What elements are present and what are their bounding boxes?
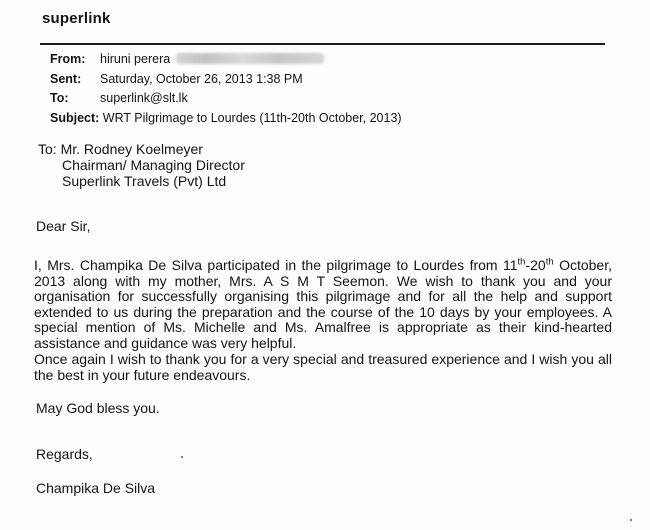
from-label: From: xyxy=(50,52,86,66)
closing: Regards, xyxy=(36,446,93,462)
scan-speck xyxy=(181,456,183,458)
blessing: May God bless you. xyxy=(36,400,160,416)
salutation: Dear Sir, xyxy=(36,218,91,234)
from-name: hiruni perera xyxy=(100,52,171,66)
paragraph-1-part-a: I, Mrs. Champika De Silva participated in the pilgrimage to Lourdes from 11 xyxy=(34,257,518,273)
recipient-line: To: Mr. Rodney Koelmeyer xyxy=(38,141,203,157)
redacted-email xyxy=(176,53,324,64)
sent-label: Sent: xyxy=(50,72,82,86)
subject-value: WRT Pilgrimage to Lourdes (11th-20th October, 2013) xyxy=(102,111,402,125)
from-value xyxy=(100,52,324,66)
paragraph-1-part-b: -20 xyxy=(525,257,546,273)
subject-label: Subject: xyxy=(50,111,100,125)
header-divider xyxy=(40,43,605,45)
subject-row xyxy=(50,111,402,125)
paragraph-1-part-c: October, 2013 along with my mother, Mrs. A S M T Seemon. We wish to thank you and your organisation for successfully organising this pilgrimage and for all the help and support extended to us during the preparation and the course of the 10 days by your employees. A special mention of Ms. Michelle and Ms. Amalfree is appropriate as their kind-hearted assistance and guidance was very helpful. xyxy=(34,257,613,351)
ordinal-suffix: th xyxy=(545,256,554,268)
ordinal-suffix: th xyxy=(517,256,526,268)
to-label: To: xyxy=(50,91,69,105)
paragraph-2: Once again I wish to thank you for a very special and treasured experience and I wish you all the best in your future endeavours. xyxy=(34,351,612,383)
recipient-company: Superlink Travels (Pvt) Ltd xyxy=(62,173,227,189)
scan-speck xyxy=(630,519,632,521)
recipient-title: Chairman/ Managing Director xyxy=(62,157,245,173)
sent-value: Saturday, October 26, 2013 1:38 PM xyxy=(100,72,303,86)
to-value: superlink@slt.lk xyxy=(100,91,188,105)
paragraph-1 xyxy=(34,258,612,352)
signature-name: Champika De Silva xyxy=(36,480,156,496)
mailbox-title: superlink xyxy=(42,10,111,27)
